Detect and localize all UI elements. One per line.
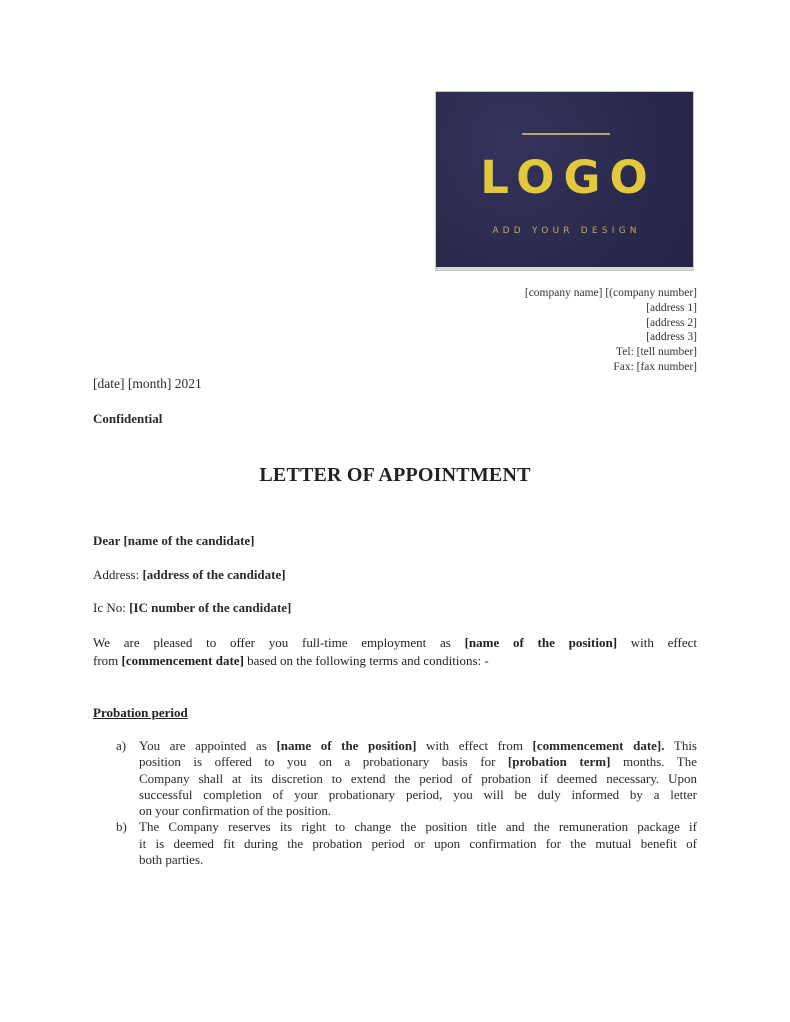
list-marker: a) bbox=[116, 738, 127, 753]
logo-tagline: ADD YOUR DESIGN bbox=[492, 226, 641, 236]
probation-terms-list bbox=[116, 738, 697, 868]
item-text: You are appointed as bbox=[139, 738, 277, 753]
item-line: it is deemed fit during the probation period or upon confirmation for the mutual benefit of bbox=[139, 835, 697, 851]
intro-text: with effect bbox=[617, 635, 698, 650]
company-logo bbox=[436, 92, 693, 270]
list-item bbox=[116, 819, 697, 868]
item-line: on your confirmation of the position. bbox=[139, 803, 332, 819]
confidential-label: Confidential bbox=[93, 411, 163, 426]
intro-text: We are pleased to offer you full-time employment as bbox=[93, 635, 465, 650]
item-line bbox=[139, 754, 697, 770]
item-line bbox=[139, 738, 697, 754]
intro-line-1 bbox=[93, 634, 697, 652]
probation-heading: Probation period bbox=[93, 705, 188, 720]
item-line: successful completion of your probationary period, you will be duly informed by a letter bbox=[139, 786, 697, 802]
item-text: months. The bbox=[610, 754, 697, 770]
ic-label: Ic No: bbox=[93, 600, 130, 615]
document-title bbox=[0, 464, 790, 487]
intro-text: based on the following terms and conditions: - bbox=[243, 653, 489, 668]
company-fax: Fax: [fax number] bbox=[613, 360, 697, 373]
commencement-date-placeholder: [commencement date]. bbox=[532, 738, 665, 753]
ic-value: [IC number of the candidate] bbox=[129, 600, 292, 615]
item-line: The Company reserves its right to change the position title and the remuneration package if bbox=[139, 819, 697, 835]
company-name-number: [company name] [(company number] bbox=[524, 287, 697, 299]
intro-line-2 bbox=[93, 652, 697, 670]
logo-divider-line bbox=[522, 133, 610, 135]
document-title-text: LETTER OF APPOINTMENT bbox=[259, 464, 531, 486]
company-tel: Tel: [tell number] bbox=[616, 346, 697, 359]
address-value: [address of the candidate] bbox=[142, 567, 286, 582]
intro-text: from bbox=[93, 653, 122, 668]
candidate-address bbox=[93, 567, 286, 583]
item-text: This bbox=[664, 738, 697, 753]
candidate-ic-number bbox=[93, 600, 291, 616]
company-address-2: [address 2] bbox=[646, 316, 697, 329]
list-marker: b) bbox=[116, 819, 127, 835]
position-name-placeholder: [name of the position] bbox=[276, 738, 417, 753]
company-address-3: [address 3] bbox=[646, 331, 697, 344]
position-name-placeholder: [name of the position] bbox=[464, 635, 618, 650]
item-line: Company shall at its discretion to extend the period of probation if deemed necessary. Upon bbox=[139, 770, 697, 786]
address-label: Address: bbox=[93, 567, 143, 582]
company-details bbox=[525, 286, 697, 375]
commencement-date-placeholder: [commencement date] bbox=[121, 653, 244, 668]
intro-paragraph bbox=[93, 634, 697, 670]
item-text: with effect from bbox=[416, 738, 533, 753]
salutation: Dear [name of the candidate] bbox=[93, 533, 255, 548]
letter-date: [date] [month] 2021 bbox=[93, 376, 202, 391]
probation-term-placeholder: [probation term] bbox=[507, 754, 611, 770]
item-line: both parties. bbox=[139, 852, 204, 868]
list-item bbox=[116, 738, 697, 819]
company-address-1: [address 1] bbox=[646, 301, 697, 314]
item-text: position is offered to you on a probationary basis for bbox=[139, 754, 508, 770]
logo-text: LOGO bbox=[480, 151, 657, 204]
